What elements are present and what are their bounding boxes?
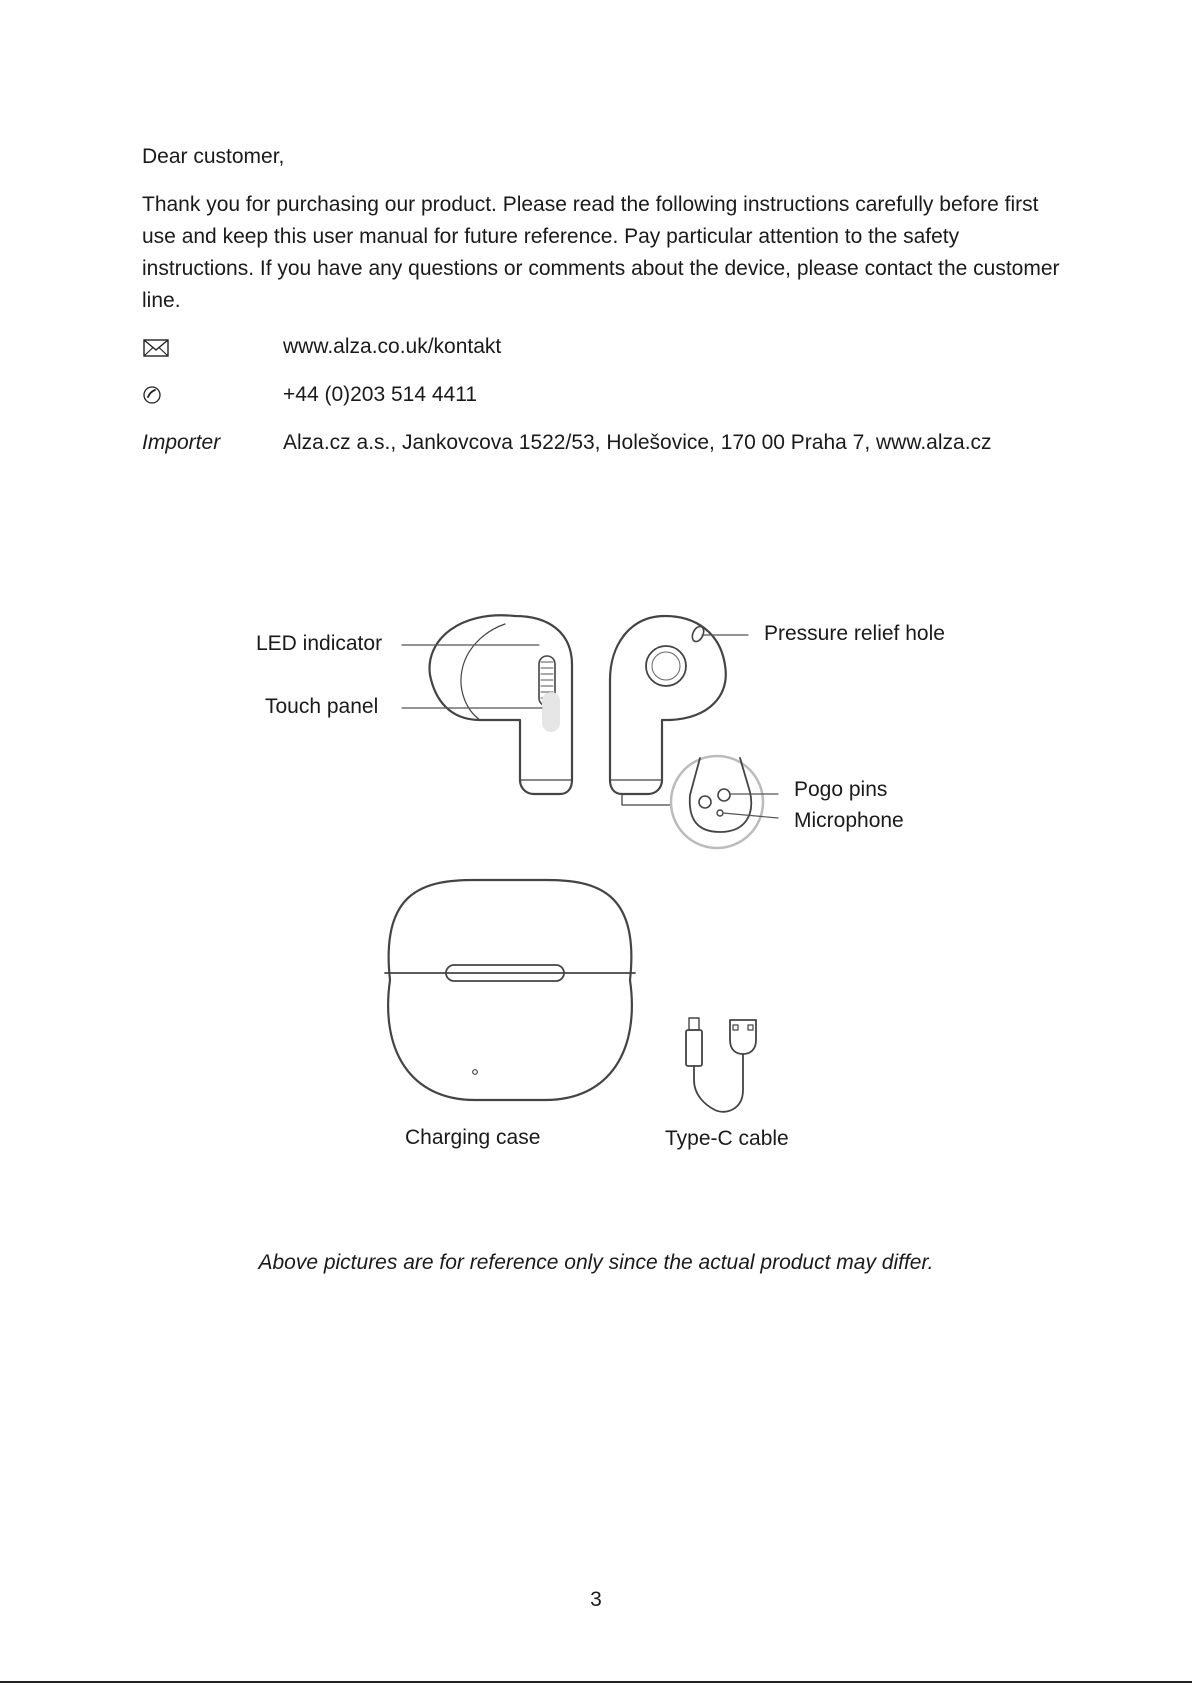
right-earbud-illustration	[610, 616, 726, 805]
label-led-indicator: LED indicator	[256, 632, 383, 655]
charging-case-illustration	[385, 880, 635, 1100]
type-c-cable-illustration	[686, 1018, 756, 1112]
importer-address: Alza.cz a.s., Jankovcova 1522/53, Holešovice, 170 00 Praha 7, www.alza.cz	[283, 431, 992, 454]
label-type-c-cable: Type-C cable	[665, 1127, 789, 1150]
contact-email-link[interactable]: www.alza.co.uk/kontakt	[283, 335, 502, 358]
bottom-detail-zoom	[671, 756, 763, 848]
contact-phone-number[interactable]: +44 (0)203 514 4411	[283, 383, 478, 406]
reference-note: Above pictures are for reference only since the actual product may differ.	[258, 1251, 934, 1274]
label-charging-case: Charging case	[405, 1126, 541, 1149]
importer-label: Importer	[142, 431, 221, 454]
left-earbud-illustration	[430, 615, 572, 794]
envelope-icon	[142, 332, 282, 362]
intro-paragraph: Thank you for purchasing our product. Please read the following instructions carefully before first use and keep this user manual for future reference. Pay particular attention to the safety instructions. If you have any questions or comments about the device, please contact the customer line.	[142, 193, 1060, 312]
label-pogo-pins: Pogo pins	[794, 778, 888, 801]
page-bottom-rule	[0, 1681, 1192, 1683]
label-pressure-relief-hole: Pressure relief hole	[764, 622, 945, 645]
product-diagram	[230, 570, 990, 1190]
page-number: 3	[590, 1588, 602, 1611]
greeting: Dear customer,	[142, 145, 285, 168]
label-microphone: Microphone	[794, 809, 904, 832]
label-touch-panel: Touch panel	[265, 695, 379, 718]
phone-icon	[142, 380, 282, 410]
